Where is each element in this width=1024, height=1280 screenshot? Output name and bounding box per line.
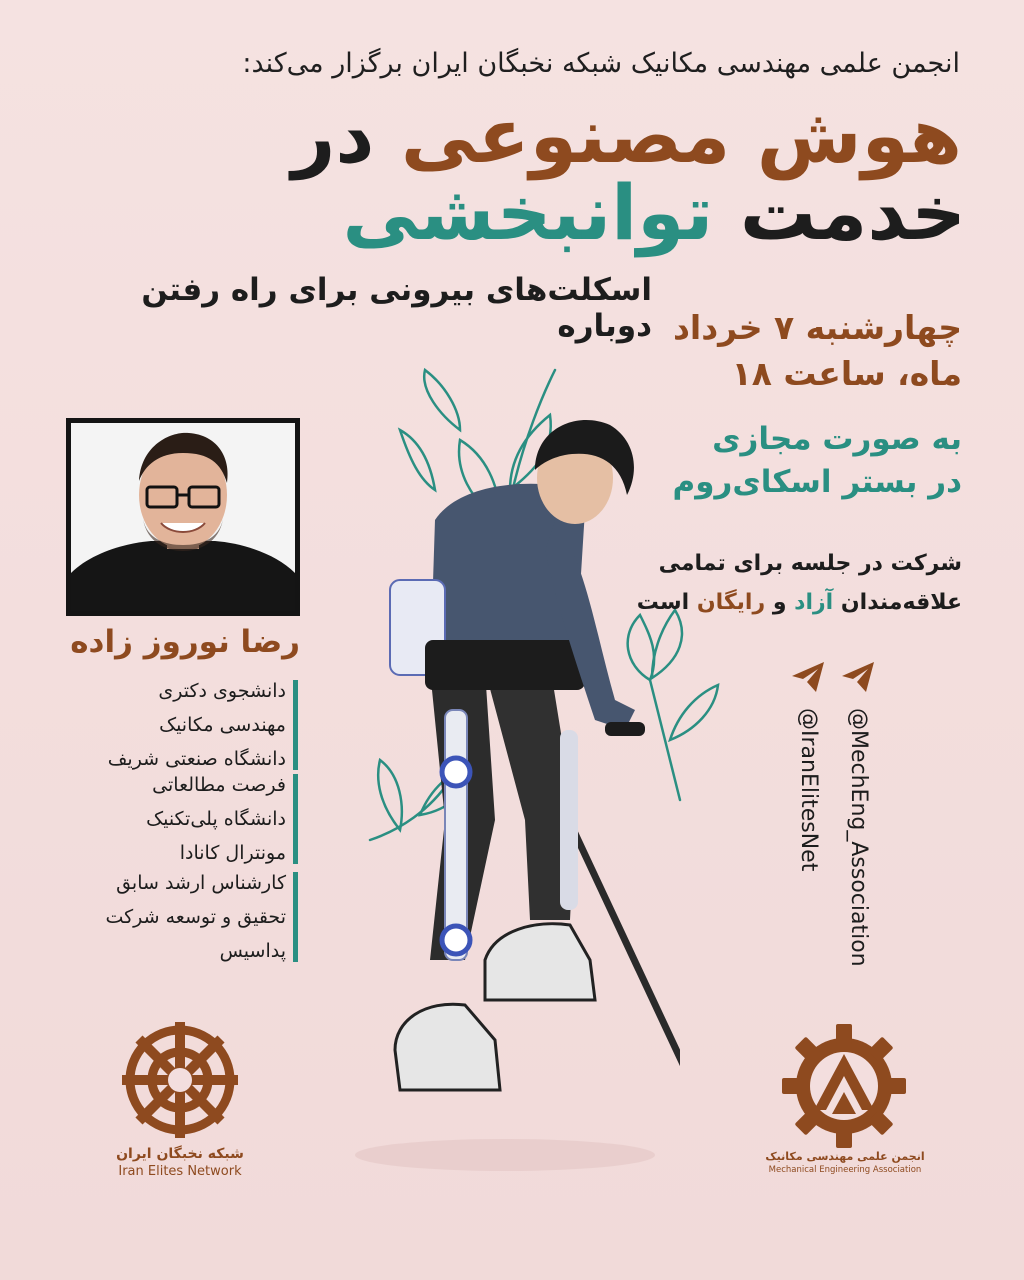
- iran-elites-network-logo: [118, 1018, 242, 1142]
- exoskeleton-walker-image: [335, 400, 680, 1200]
- handle-mecheng[interactable]: @MechEng_Association: [846, 708, 871, 967]
- bio-line: فرصت مطالعاتی: [152, 774, 286, 796]
- title-in: در: [291, 91, 375, 180]
- telegram-icon: [840, 660, 876, 694]
- bio-line: دانشگاه صنعتی شریف: [107, 748, 286, 770]
- mechanical-engineering-gear-logo: [778, 1020, 910, 1152]
- bio-line: مونترال کانادا: [179, 842, 286, 864]
- right-logo-fa: انجمن علمی مهندسی مکانیک: [765, 1150, 925, 1163]
- left-logo-en: Iran Elites Network: [118, 1164, 242, 1179]
- speaker-name: رضا نوروز زاده: [70, 624, 300, 660]
- title-line-2: [342, 168, 966, 257]
- bio-group-2: [60, 768, 298, 870]
- organizer-intro: انجمن علمی مهندسی مکانیک شبکه نخبگان ایران برگزار می‌کند:: [242, 48, 960, 79]
- bio-line: دانشجوی دکتری: [158, 680, 286, 702]
- bio-accent-bar: [293, 872, 298, 962]
- title-service: خدمت: [739, 168, 966, 257]
- venue-line-1: به صورت مجازی: [712, 421, 962, 457]
- bio-line: پداسیس: [219, 940, 286, 962]
- bio-accent-bar: [293, 774, 298, 864]
- title-line-1: [291, 91, 962, 180]
- left-logo-fa: شبکه نخبگان ایران: [116, 1146, 244, 1162]
- handle-iranelites[interactable]: @IranElitesNet: [796, 708, 821, 872]
- subtitle: اسکلت‌های بیرونی برای راه رفتن دوباره: [141, 272, 652, 344]
- conjunction: و: [772, 589, 787, 615]
- venue-line-2: در بستر اسکای‌روم: [672, 464, 962, 501]
- handle-mecheng-wrapper: [843, 708, 873, 967]
- free-word: آزاد: [794, 589, 834, 615]
- bio-line: مهندسی مکانیک: [159, 714, 286, 736]
- bio-line: تحقیق و توسعه شرکت: [105, 906, 286, 928]
- event-venue: [632, 418, 962, 505]
- bio-line: کارشناس ارشد سابق: [116, 872, 286, 894]
- speaker-portrait-image: [71, 423, 295, 611]
- right-logo-en: Mechanical Engineering Association: [768, 1165, 922, 1175]
- event-date: [632, 305, 962, 396]
- participation-prefix: علاقه‌مندان: [840, 589, 962, 615]
- title-ai: هوش مصنوعی: [400, 91, 962, 180]
- title-rehab: توانبخشی: [342, 168, 714, 257]
- bio-line: دانشگاه پلی‌تکنیک: [146, 808, 286, 830]
- bio-group-1: [60, 674, 298, 776]
- handle-iranelites-wrapper: [793, 708, 823, 872]
- telegram-icon: [790, 660, 826, 694]
- gratis-word: رایگان: [696, 589, 766, 615]
- speaker-photo: [66, 418, 300, 616]
- participation-line-1: شرکت در جلسه برای تمامی: [658, 551, 962, 576]
- bio-group-3: [60, 866, 298, 968]
- date-line-2: ماه، ساعت ۱۸: [731, 353, 962, 393]
- participation-suffix: است: [636, 589, 690, 615]
- date-line-1: چهارشنبه ۷ خرداد: [673, 308, 962, 347]
- bio-accent-bar: [293, 680, 298, 770]
